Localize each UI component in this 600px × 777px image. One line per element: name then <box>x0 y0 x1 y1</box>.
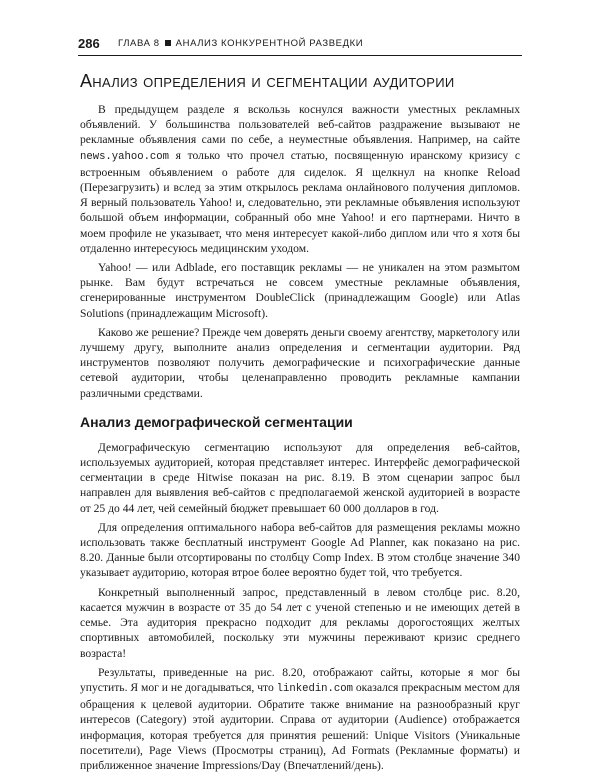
paragraph-text: я только что прочел статью, посвященную иранскому кризису с встроенным объявлением о работе для сиделок. Я щелкнул на кнопке Reload (Перезагрузить) и вслед за этим открылось реклама онлайнового получения дипломов. Я верный пользователь Yahoo! и, следовательно, эти рекламные объявления используют большой объем информации, собранный обо мне Yahoo! и его партнерами. Ничто в моем профиле не указывает, что меня интересует какой-либо диплом или что я хотя бы отдаленно интересуюсь медицинским уходом. <box>80 148 520 255</box>
subsection-title: Анализ демографической сегментации <box>80 413 353 430</box>
chapter-title: АНАЛИЗ КОНКУРЕНТНОЙ РАЗВЕДКИ <box>175 38 364 49</box>
header-divider <box>78 55 522 56</box>
page-body <box>80 70 520 777</box>
running-header <box>78 36 522 58</box>
page-number: 286 <box>78 36 100 51</box>
site-url: news.yahoo.com <box>80 150 170 163</box>
paragraph: Каково же решение? Прежде чем доверять деньги своему агентству, маркетологу или лучшему другу, выполните анализ определения и сегментации аудитории. Ряд инструментов позволяют получить демографические и психографические данные сетевой аудитории, чтобы целенаправленно проводить рекламные кампании различными средствами. <box>80 325 520 400</box>
paragraph: Для определения оптимального набора веб-сайтов для размещения рекламы можно использовать также бесплатный инструмент Google Ad Planner, как показано на рис. 8.20. Данные были отсортированы по столбцу Comp Index. В этом столбце значение 340 указывает аудиторию, которая втрое более вероятно будет той, что требуется. <box>80 520 520 580</box>
section-title: Анализ определения и сегментации аудитории <box>80 71 455 91</box>
paragraph-text: оказался прекрасным местом для обращения к целевой аудитории. Обратите также внимание на разнообразный круг интересов (Category) этой аудитории. Справа от аудитории (Audience) отображается информация, которая требуется для принятия решений: Unique Visitors (Уникальные посетители), Page Views (Просмотры страниц), Ad Formats (Рекламные форматы) и приближенное значение Impressions/Day (Впечатлений/день). <box>80 680 521 772</box>
square-bullet-icon <box>165 40 171 46</box>
chapter-label <box>118 38 363 49</box>
chapter-number: ГЛАВА 8 <box>118 38 160 49</box>
paragraph: Демографическую сегментацию используют для определения веб-сайтов, используемых аудиторией, которая представляет интерес. Интерфейс демографической сегментации в среде Hitwise показан на рис. 8.19. В этом сценарии запрос был направлен для выявления веб-сайтов с предполагаемой женской аудиторией в возрасте от 25 до 44 лет, чей семейный бюджет превышает 60 000 долларов в год. <box>80 440 520 515</box>
paragraph: Yahoo! — или Adblade, его поставщик рекламы — не уникален на этом размытом рынке. Вам будут встречаться не совсем уместные рекламные объявления, сгенерированные инструментом DoubleClick (принадлежащим Google) или Atlas Solutions (принадлежащим Microsoft). <box>80 261 520 320</box>
paragraph <box>80 665 520 773</box>
paragraph-text: Результаты, приведенные на рис. 8.20, отображают сайты, которые я мог бы упустить. Я мог и не догадываться, что <box>80 665 520 694</box>
paragraph: Конкретный выполненный запрос, представленный в левом столбце рис. 8.20, касается мужчин в возрасте от 35 до 54 лет с ученой степенью и не имеющих детей в семье. Эта аудитория прекрасно подходит для рекламы дорогостоящих желтых спортивных автомобилей, поскольку эти мужчины переживают кризис среднего возраста! <box>80 585 520 660</box>
paragraph <box>80 102 520 256</box>
site-url: linkedin.com <box>276 682 353 695</box>
paragraph-text: В предыдущем разделе я вскользь коснулся важности уместных рекламных объявлений. У большинства пользователей веб-сайтов раздражение вызывают не рекламные объявления сами по себе, а неуместные объявления. Например, на сайте <box>80 103 520 147</box>
